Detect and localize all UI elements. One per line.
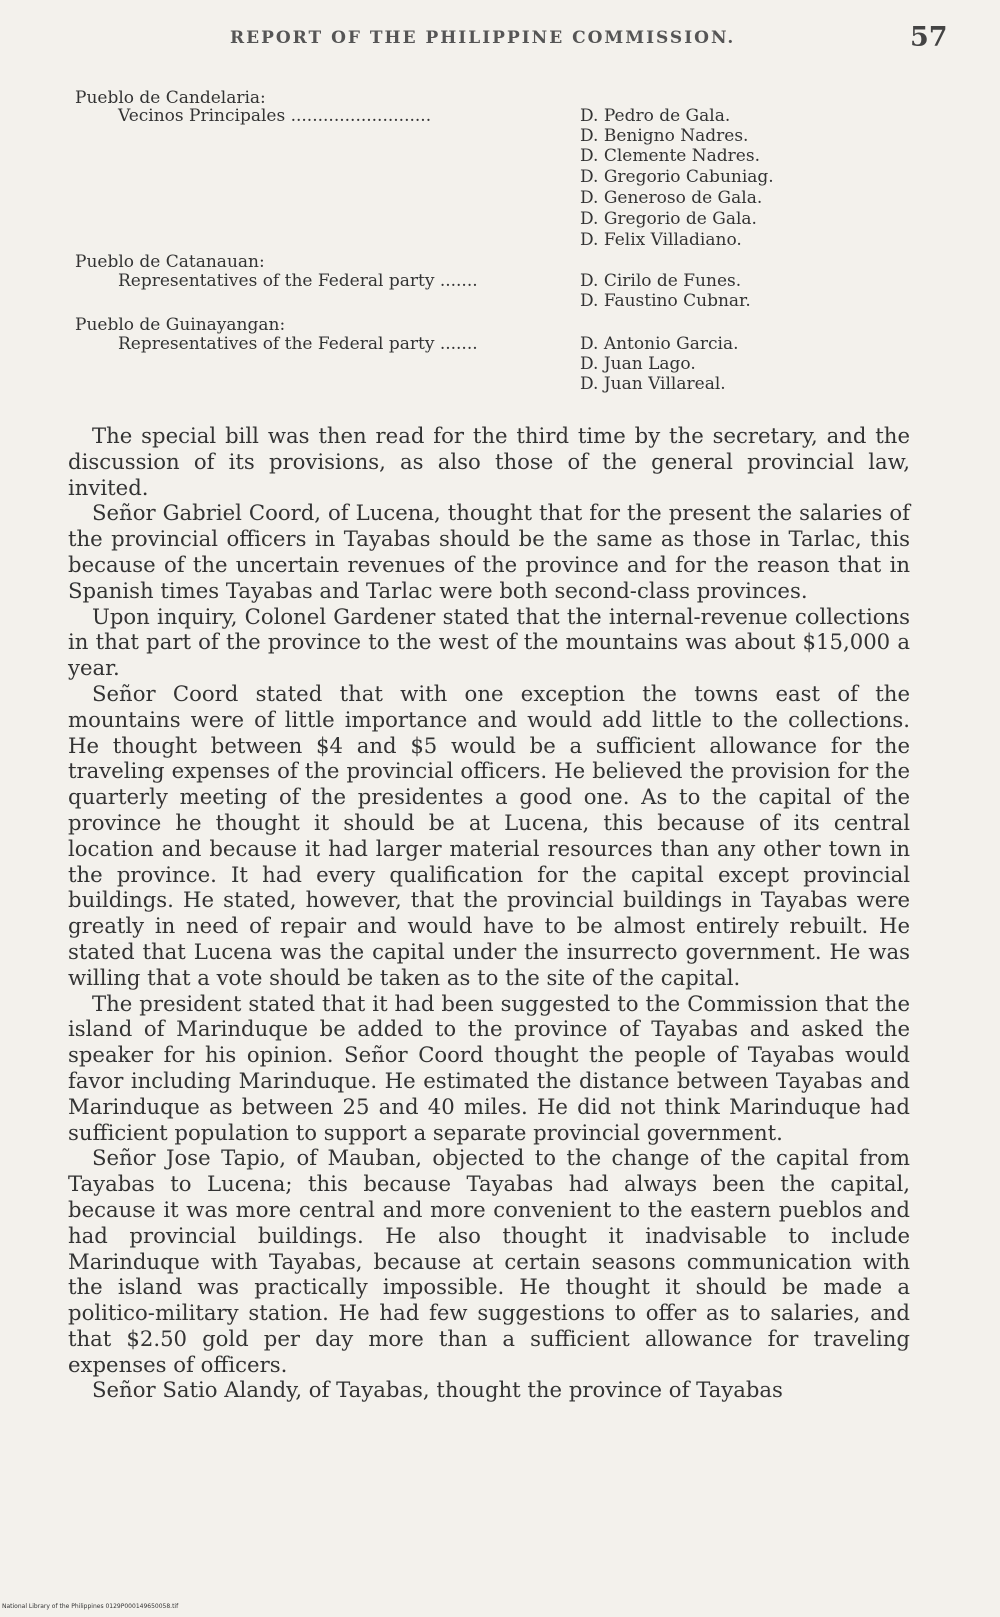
- pueblo-heading: Pueblo de Guinayangan:: [75, 315, 286, 335]
- representative-name: D. Juan Lago.: [580, 354, 696, 374]
- representative-name: D. Clemente Nadres.: [580, 146, 760, 166]
- representative-name: D. Cirilo de Funes.: [580, 271, 742, 291]
- representative-name: D. Felix Villadiano.: [580, 230, 742, 250]
- representative-name: D. Gregorio Cabuniag.: [580, 167, 774, 187]
- pueblo-heading: Pueblo de Catanauan:: [75, 252, 265, 272]
- representative-name: D. Benigno Nadres.: [580, 126, 749, 146]
- representative-name: D. Juan Villareal.: [580, 374, 726, 394]
- paragraph: The president stated that it had been suggested to the Commission that the island of Marinduque be added to the province of Tayabas and asked the speaker for his opinion. Señor Coord thought the people of Tayabas would favor including Marinduque. He estimated the distance between Tayabas and Marinduque as between 25 and 40 miles. He did not think Marinduque had sufficient population to support a separate provincial government.: [68, 990, 910, 1145]
- representative-name: D. Antonio Garcia.: [580, 334, 739, 354]
- paragraph: Upon inquiry, Colonel Gardener stated that the internal-revenue collections in that part of the province to the west of the mountains was about $15,000 a year.: [68, 603, 910, 681]
- body-text: [68, 423, 910, 1403]
- representative-name: D. Gregorio de Gala.: [580, 209, 757, 229]
- running-head: REPORT OF THE PHILIPPINE COMMISSION.: [230, 28, 736, 48]
- paragraph: Señor Gabriel Coord, of Lucena, thought that for the present the salaries of the provincial officers in Tayabas should be the same as those in Tarlac, this because of the uncertain revenues of the province and for the reason that in Spanish times Tayabas and Tarlac were both second-class provinces.: [68, 500, 910, 603]
- pueblo-heading: Pueblo de Candelaria:: [75, 88, 266, 108]
- page-number: 57: [910, 22, 948, 53]
- paragraph: Señor Satio Alandy, of Tayabas, thought the province of Tayabas: [92, 1377, 783, 1403]
- representative-name: D. Generoso de Gala.: [580, 188, 763, 208]
- paragraph: Señor Coord stated that with one exception the towns east of the mountains were of little importance and would add little to the collections. He thought between $4 and $5 would be a sufficient allowance for the traveling expenses of the provincial officers. He believed the provision for the quarterly meeting of the presidentes a good one. As to the capital of the province he thought it should be at Lucena, this because of its central location and because it had larger material resources than any other town in the province. It had every qualification for the capital except provincial buildings. He stated, however, that the provincial buildings in Tayabas were greatly in need of repair and would have to be almost entirely rebuilt. He stated that Lucena was the capital under the insurrecto government. He was willing that a vote should be taken as to the site of the capital.: [68, 680, 910, 990]
- paragraph: Señor Jose Tapio, of Mauban, objected to the change of the capital from Tayabas to Lucena; this because Tayabas had always been the capital, because it was more central and more convenient to the eastern pueblos and had provincial buildings. He also thought it inadvisable to include Marinduque with Tayabas, because at certain seasons communication with the island was practically impossible. He thought it should be made a politico-military station. He had few suggestions to offer as to salaries, and that $2.50 gold per day more than a sufficient allowance for traveling expenses of officers.: [68, 1145, 910, 1377]
- paragraph: The special bill was then read for the third time by the secretary, and the discussion of its provisions, as also those of the general provincial law, invited.: [68, 423, 910, 500]
- representative-name: D. Pedro de Gala.: [580, 106, 731, 126]
- group-label: Representatives of the Federal party .......: [118, 271, 478, 291]
- group-label: Vecinos Principales ..........................: [118, 106, 432, 126]
- scan-footer: National Library of the Philippines 0129P000149650058.tif: [2, 1603, 179, 1610]
- representative-name: D. Faustino Cubnar.: [580, 291, 751, 311]
- group-label: Representatives of the Federal party .......: [118, 334, 478, 354]
